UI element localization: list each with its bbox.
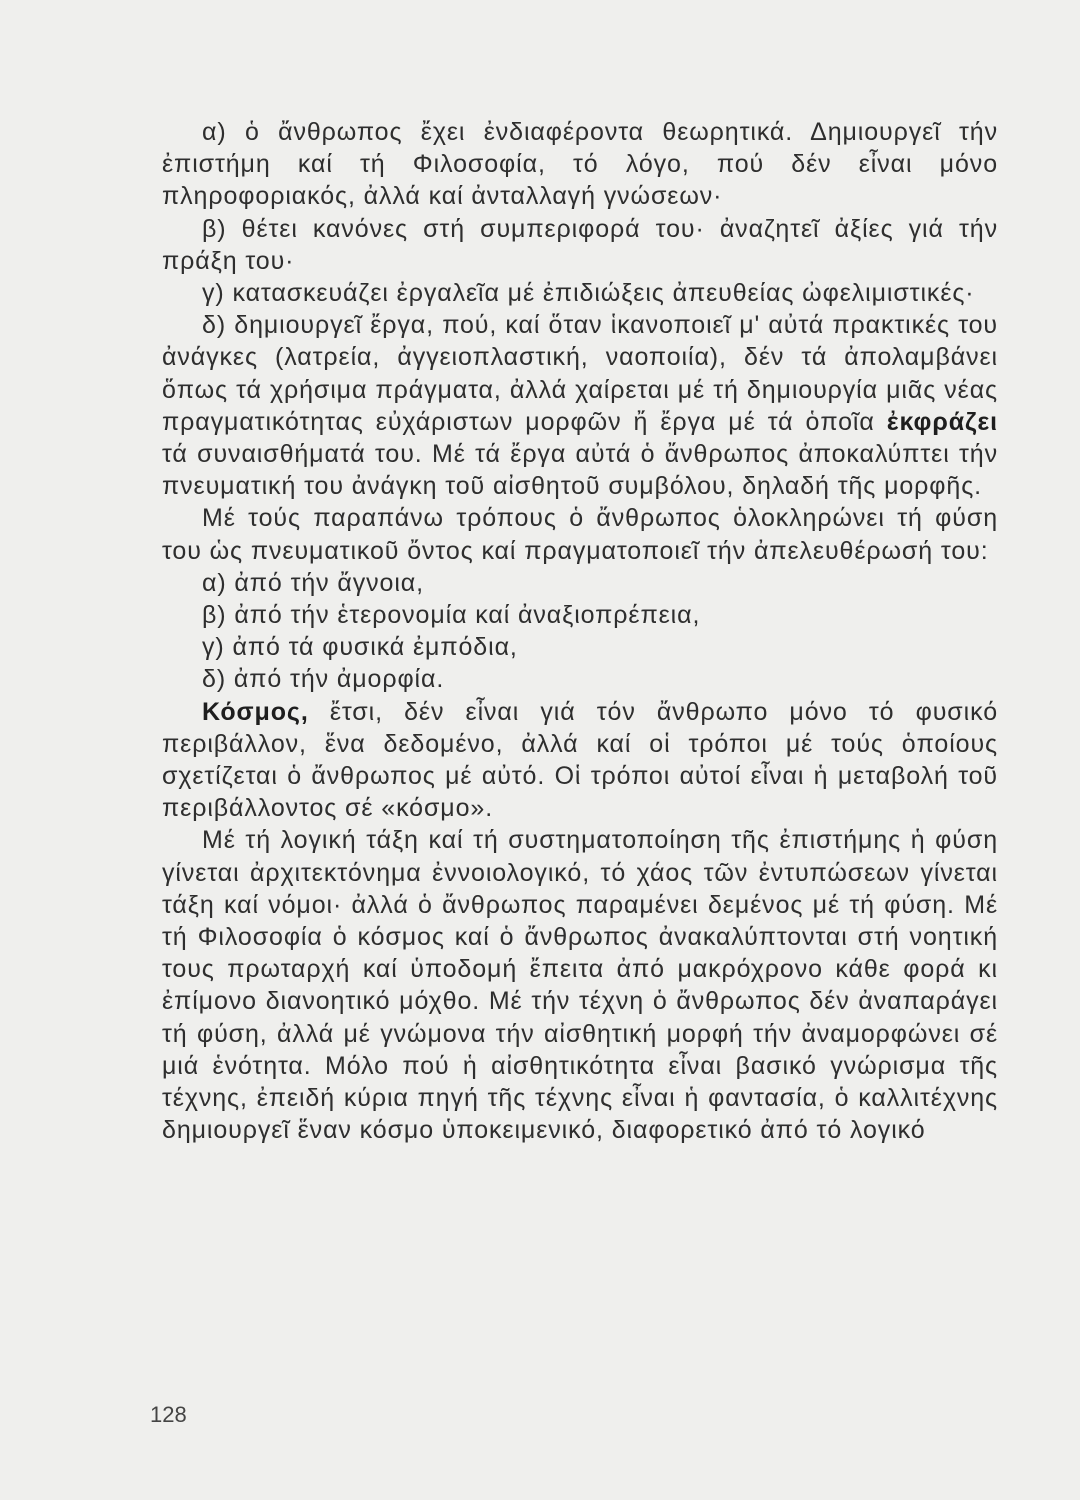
paragraph-gamma: γ) κατασκευάζει ἐργαλεῖα μέ ἐπιδιώξεις ἀπευθείας ὠφελιμιστικές· <box>202 279 975 308</box>
list-item: γ) ἀπό τά φυσικά ἐμπόδια, <box>202 633 518 662</box>
paragraph-liberation: Μέ τούς παραπάνω τρόπους ὁ ἄνθρωπος ὁλοκληρώνει τή φύση του ὡς πνευματικοῦ ὄντος καί πραγματοποιεῖ τήν ἀπελευθέρωσή του: <box>162 504 998 565</box>
paragraph-kosmos: Κόσμος, ἔτσι, δέν εἶναι γιά τόν ἄνθρωπο μόνο τό φυσικό περιβάλλον, ἕνα δεδομένο, ἀλλά καί οἱ τρόποι μέ τούς ὁποίους σχετίζεται ὁ ἄνθρωπος μέ αὐτό. Οἱ τρόποι αὐτοί εἶναι ἡ μεταβολή τοῦ περιβάλλοντος σέ «κόσμο». <box>162 697 998 823</box>
bold-term-ekfrazei: ἐκφράζει <box>886 407 998 436</box>
bold-term-kosmos: Κόσμος, <box>202 697 309 726</box>
paragraph-logic: Μέ τή λογική τάξη καί τή συστηματοποίηση τῆς ἐπιστήμης ἡ φύση γίνεται ἀρχιτεκτόνημα ἐννοιολογικό, τό χάος τῶν ἐντυπώσεων γίνεται τάξη καί νόμοι· ἀλλά ὁ ἄνθρωπος παραμένει δεμένος μέ τή φύση. Μέ τή Φιλοσοφία ὁ κόσμος καί ὁ ἄνθρωπος ἀνακαλύπτονται στή νοητική τους πρωταρχή καί ὑποδομή ἔπειτα ἀπό μακρόχρονο κάθε φορά κι ἐπίμονο διανοητικό μόχθο. Μέ τήν τέχνη ὁ ἄνθρωπος δέν ἀναπαράγει τή φύση, ἀλλά μέ γνώμονα τήν αἰσθητική μορφή τήν ἀναμορφώνει σέ μιά ἑνότητα. Μόλο πού ἡ αἰσθητικότητα εἶναι βασικό γνώρισμα τῆς τέχνης, ἐπειδή κύρια πηγή τῆς τέχνης εἶναι ἡ φαντασία, ὁ καλλιτέχνης δημιουργεῖ ἕναν κόσμο ὑποκειμενικό, διαφορετικό ἀπό τό λογικό <box>162 826 998 1145</box>
body-text <box>162 116 998 1147</box>
list-item: β) ἀπό τήν ἑτερονομία καί ἀναξιοπρέπεια, <box>202 601 701 630</box>
paragraph-alpha: α) ὁ ἄνθρωπος ἔχει ἐνδιαφέροντα θεωρητικά. Δημιουργεῖ τήν ἐπιστήμη καί τή Φιλοσοφία, τό λόγο, πού δέν εἶναι μόνο πληροφοριακός, ἀλλά καί ἀνταλλαγή γνώσεων· <box>162 118 998 211</box>
paragraph-delta: δ) δημιουργεῖ ἔργα, πού, καί ὅταν ἱκανοποιεῖ μ' αὐτά πρακτικές του ἀνάγκες (λατρεία, ἀγγειοπλαστική, ναοποιία), δέν τά ἀπολαμβάνει ὅπως τά χρήσιμα πράγματα, ἀλλά χαίρεται μέ τή δημιουργία μιᾶς νέας πραγματικότητας εὐχάριστων μορφῶν ἤ ἔργα μέ τά ὁποῖα ἐκφράζει τά συναισθήματά του. Μέ τά ἔργα αὐτά ὁ ἄνθρωπος ἀποκαλύπτει τήν πνευματική του ἀνάγκη τοῦ αἰσθητοῦ συμβόλου, δηλαδή τῆς μορφῆς. <box>162 311 998 501</box>
paragraph-beta: β) θέτει κανόνες στή συμπεριφορά του· ἀναζητεῖ ἀξίες γιά τήν πράξη του· <box>162 214 998 275</box>
page-number: 128 <box>150 1402 187 1427</box>
list-item: α) ἀπό τήν ἄγνοια, <box>202 568 425 597</box>
list-item: δ) ἀπό τήν ἀμορφία. <box>202 665 445 694</box>
